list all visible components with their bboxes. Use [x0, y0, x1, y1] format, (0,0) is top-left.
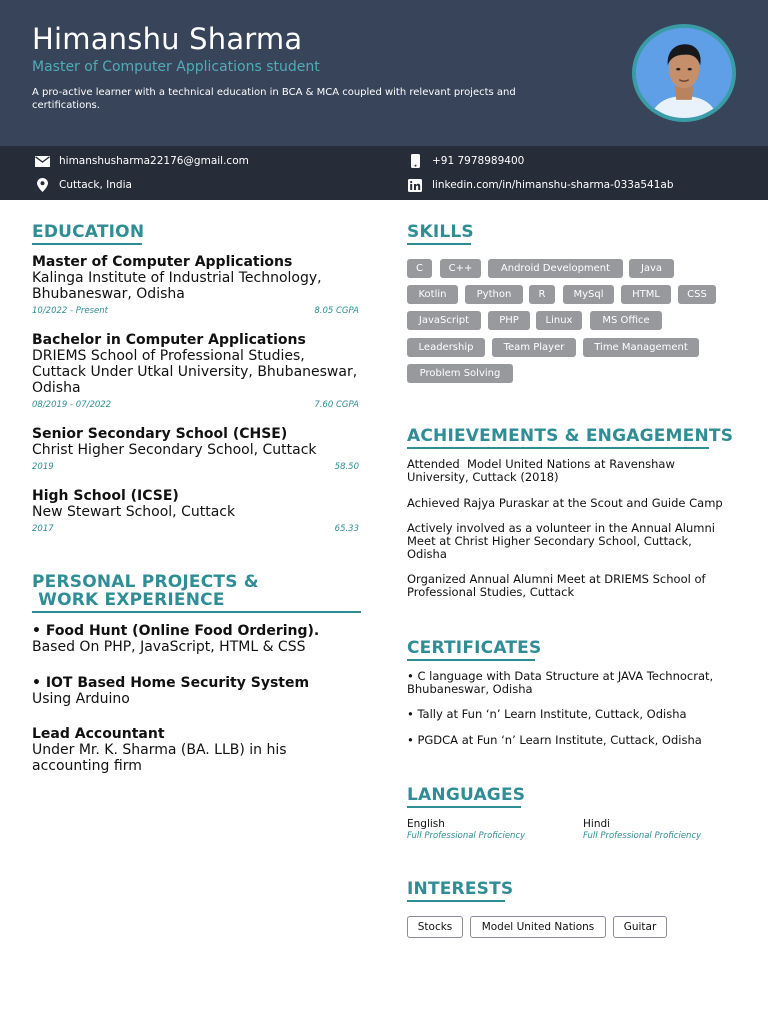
skill-tag: Java: [629, 259, 674, 278]
language-proficiency: Full Professional Proficiency: [583, 831, 702, 841]
skill-tag: MySql: [563, 285, 614, 304]
institution-name: Cuttack Under Utkal University, Bhubaneswar,: [32, 364, 358, 380]
linkedin-icon: [407, 178, 423, 192]
skill-tag: R: [529, 285, 555, 304]
degree-title: Senior Secondary School (CHSE): [32, 426, 288, 442]
education-item: [32, 426, 359, 473]
envelope-icon: [34, 154, 50, 168]
project-title: • Food Hunt (Online Food Ordering).: [32, 623, 320, 639]
degree-title: Master of Computer Applications: [32, 254, 293, 270]
phone-text[interactable]: +91 7978989400: [432, 155, 525, 167]
education-dates: 10/2022 - Present: [32, 306, 109, 316]
profile-photo: [632, 24, 736, 122]
achievement-item: [407, 573, 727, 599]
candidate-name: Himanshu Sharma: [32, 22, 303, 56]
skill-tag: Time Management: [583, 338, 699, 357]
achievement-item: [407, 497, 727, 510]
skill-tag: Leadership: [407, 338, 485, 357]
project-description: Using Arduino: [32, 691, 130, 707]
language-name: Hindi: [583, 818, 611, 830]
interest-tag: Guitar: [613, 916, 667, 938]
institution-name: New Stewart School, Cuttack: [32, 504, 236, 520]
email-text[interactable]: himanshusharma22176@gmail.com: [59, 155, 249, 167]
project-title: Lead Accountant: [32, 726, 165, 742]
education-dates: 2019: [32, 462, 54, 472]
skill-tag: HTML: [621, 285, 671, 304]
certificate-item: [407, 708, 732, 721]
certificate-text: • Tally at Fun ‘n’ Learn Institute, Cuttack, Odisha: [407, 707, 687, 721]
skill-tag: PHP: [488, 311, 530, 330]
skill-tag: Linux: [536, 311, 582, 330]
certificate-item: [407, 734, 732, 747]
degree-title: Bachelor in Computer Applications: [32, 332, 306, 348]
project-description: Based On PHP, JavaScript, HTML & CSS: [32, 639, 306, 655]
education-meta: [32, 524, 359, 535]
project-description: accounting firm: [32, 758, 142, 774]
contact-location: [34, 177, 132, 193]
institution-name: Odisha: [32, 380, 81, 396]
interest-tag: Model United Nations: [470, 916, 606, 938]
education-meta: [32, 462, 359, 473]
skill-tag: Problem Solving: [407, 364, 513, 383]
contact-email[interactable]: [34, 153, 249, 169]
achievement-text: University, Cuttack (2018): [407, 470, 559, 484]
skills-heading: SKILLS: [407, 222, 474, 242]
certificate-item: [407, 670, 732, 696]
degree-title: High School (ICSE): [32, 488, 179, 504]
achievement-text: Professional Studies, Cuttack: [407, 585, 575, 599]
education-meta: [32, 306, 359, 317]
project-description: Under Mr. K. Sharma (BA. LLB) in his: [32, 742, 287, 758]
projects-divider: [32, 611, 361, 613]
language-proficiency: Full Professional Proficiency: [407, 831, 526, 841]
project-item: [32, 726, 359, 774]
certificate-text: • PGDCA at Fun ‘n’ Learn Institute, Cuttack, Odisha: [407, 733, 702, 747]
linkedin-text[interactable]: linkedin.com/in/himanshu-sharma-033a541ab: [432, 179, 674, 191]
skills-divider: [407, 243, 471, 245]
location-text: Cuttack, India: [59, 179, 132, 191]
education-score: 65.33: [334, 524, 359, 534]
achievement-text: Actively involved as a volunteer in the Annual Alumni: [407, 521, 715, 535]
resume-header: [0, 0, 768, 146]
education-dates: 08/2019 - 07/2022: [32, 400, 112, 410]
projects-heading: PERSONAL PROJECTS &: [32, 572, 259, 592]
languages-divider: [407, 806, 521, 808]
achievement-text: Organized Annual Alumni Meet at DRIEMS School of: [407, 572, 706, 586]
achievement-item: [407, 522, 727, 561]
phone-icon: [407, 154, 423, 168]
achievement-text: Odisha: [407, 547, 447, 561]
interest-tag: Stocks: [407, 916, 463, 938]
contact-phone[interactable]: [407, 153, 524, 169]
certificates-divider: [407, 659, 535, 661]
interests-divider: [407, 900, 505, 902]
map-pin-icon: [34, 178, 50, 192]
institution-name: Christ Higher Secondary School, Cuttack: [32, 442, 317, 458]
skill-tag: C++: [440, 259, 481, 278]
projects-heading-line2: WORK EXPERIENCE: [32, 590, 225, 610]
achievement-text: Achieved Rajya Puraskar at the Scout and Guide Camp: [407, 496, 723, 510]
certificate-text: • C language with Data Structure at JAVA Technocrat,: [407, 669, 714, 683]
education-heading: EDUCATION: [32, 222, 145, 242]
education-divider: [32, 243, 142, 245]
contact-linkedin[interactable]: [407, 177, 674, 193]
language-name: English: [407, 818, 445, 830]
skill-tag: MS Office: [590, 311, 662, 330]
institution-name: Kalinga Institute of Industrial Technology,: [32, 270, 322, 286]
education-item: [32, 254, 359, 317]
languages-heading: LANGUAGES: [407, 785, 526, 805]
education-dates: 2017: [32, 524, 54, 534]
achievement-item: [407, 458, 727, 484]
achievements-heading: ACHIEVEMENTS & ENGAGEMENTS: [407, 426, 734, 446]
language-item: [407, 818, 525, 842]
contact-bar: [0, 146, 768, 200]
education-score: 58.50: [334, 462, 359, 472]
interests-heading: INTERESTS: [407, 879, 514, 899]
project-item: [32, 675, 359, 707]
skill-tag: C: [407, 259, 432, 278]
certificates-heading: CERTIFICATES: [407, 638, 542, 658]
skill-tag: Kotlin: [407, 285, 458, 304]
skill-tag: Android Development: [488, 259, 623, 278]
certificate-text: Bhubaneswar, Odisha: [407, 682, 533, 696]
achievement-text: Attended Model United Nations at Ravenshaw: [407, 457, 675, 471]
education-score: 8.05 CGPA: [314, 306, 359, 316]
achievement-text: Meet at Christ Higher Secondary School, Cuttack,: [407, 534, 692, 548]
education-item: [32, 332, 359, 411]
project-title: • IOT Based Home Security System: [32, 675, 310, 691]
institution-name: DRIEMS School of Professional Studies,: [32, 348, 305, 364]
project-item: [32, 623, 359, 655]
skill-tag: Team Player: [492, 338, 576, 357]
skill-tag: JavaScript: [407, 311, 481, 330]
institution-name: Bhubaneswar, Odisha: [32, 286, 185, 302]
achievements-divider: [407, 447, 709, 449]
language-item: [583, 818, 701, 842]
candidate-summary: A pro-active learner with a technical education in BCA & MCA coupled with relevant projects and certifications.: [32, 87, 516, 111]
candidate-headline: Master of Computer Applications student: [32, 59, 320, 75]
education-score: 7.60 CGPA: [314, 400, 359, 410]
education-meta: [32, 400, 359, 411]
skill-tag: Python: [465, 285, 523, 304]
skill-tag: CSS: [678, 285, 716, 304]
education-item: [32, 488, 359, 535]
